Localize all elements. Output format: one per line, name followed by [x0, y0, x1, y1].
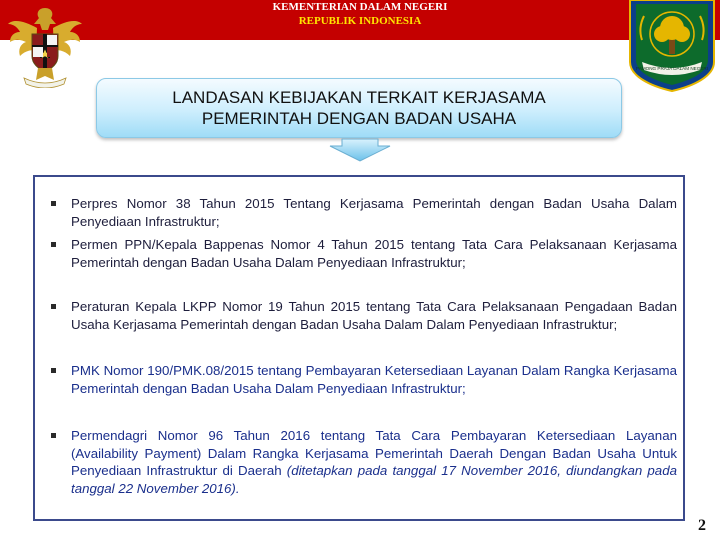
kemendagri-emblem-icon: [624, 0, 720, 92]
list-item: [71, 427, 677, 497]
garuda-emblem-icon: [4, 2, 86, 88]
item-text: Permendagri Nomor 96 Tahun 2016 tentang Tata Cara Pembayaran Ketersediaan Layanan (Availability Payment) Dalam Rangka Kerjasama Pemerintah Daerah Dengan Badan Usaha Untuk Penyediaan Infrastruktur di Daerah: [71, 428, 677, 478]
ministry-header: [200, 0, 520, 28]
svg-text:PAMONG PRAJA DALAM NEGERI: PAMONG PRAJA DALAM NEGERI: [636, 66, 708, 71]
bullet-icon: [51, 304, 56, 309]
slide-title: LANDASAN KEBIJAKAN TERKAIT KERJASAMA PEMERINTAH DENGAN BADAN USAHA: [172, 88, 546, 128]
country-name: REPUBLIK INDONESIA: [298, 15, 422, 27]
bullet-icon: [51, 242, 56, 247]
bullet-icon: [51, 433, 56, 438]
down-arrow-icon: [328, 138, 392, 162]
list-item: [71, 298, 677, 333]
item-note: (ditetapkan pada tanggal 17 November 2016, diundangkan pada tanggal 22 November 2016).: [71, 463, 677, 496]
item-text: PMK Nomor 190/PMK.08/2015 tentang Pembayaran Ketersediaan Layanan Dalam Rangka Kerjasama Pemerintah dengan Badan Usaha Dalam Penyediaan Infrastruktur;: [71, 363, 677, 396]
ministry-name: KEMENTERIAN DALAM NEGERI: [272, 1, 448, 13]
bullet-icon: [51, 201, 56, 206]
item-text: Peraturan Kepala LKPP Nomor 19 Tahun 2015 tentang Tata Cara Pelaksanaan Pengadaan Badan Usaha Kerjasama Pemerintah dengan Badan Usaha Dalam Dalam Penyediaan Infrastruktur;: [71, 299, 677, 332]
title-banner: [96, 78, 622, 138]
list-item: [71, 195, 677, 230]
item-text: Perpres Nomor 38 Tahun 2015 Tentang Kerjasama Pemerintah dengan Badan Usaha Dalam Penyediaan Infrastruktur;: [71, 196, 677, 229]
list-item: [71, 362, 677, 397]
policy-list: [33, 175, 685, 521]
page-number: 2: [698, 517, 706, 534]
item-text: Permen PPN/Kepala Bappenas Nomor 4 Tahun 2015 tentang Tata Cara Pelaksanaan Kerjasama Pemerintah dengan Badan Usaha Dalam Penyediaan Infrastruktur;: [71, 237, 677, 270]
bullet-icon: [51, 368, 56, 373]
list-item: [71, 236, 677, 271]
